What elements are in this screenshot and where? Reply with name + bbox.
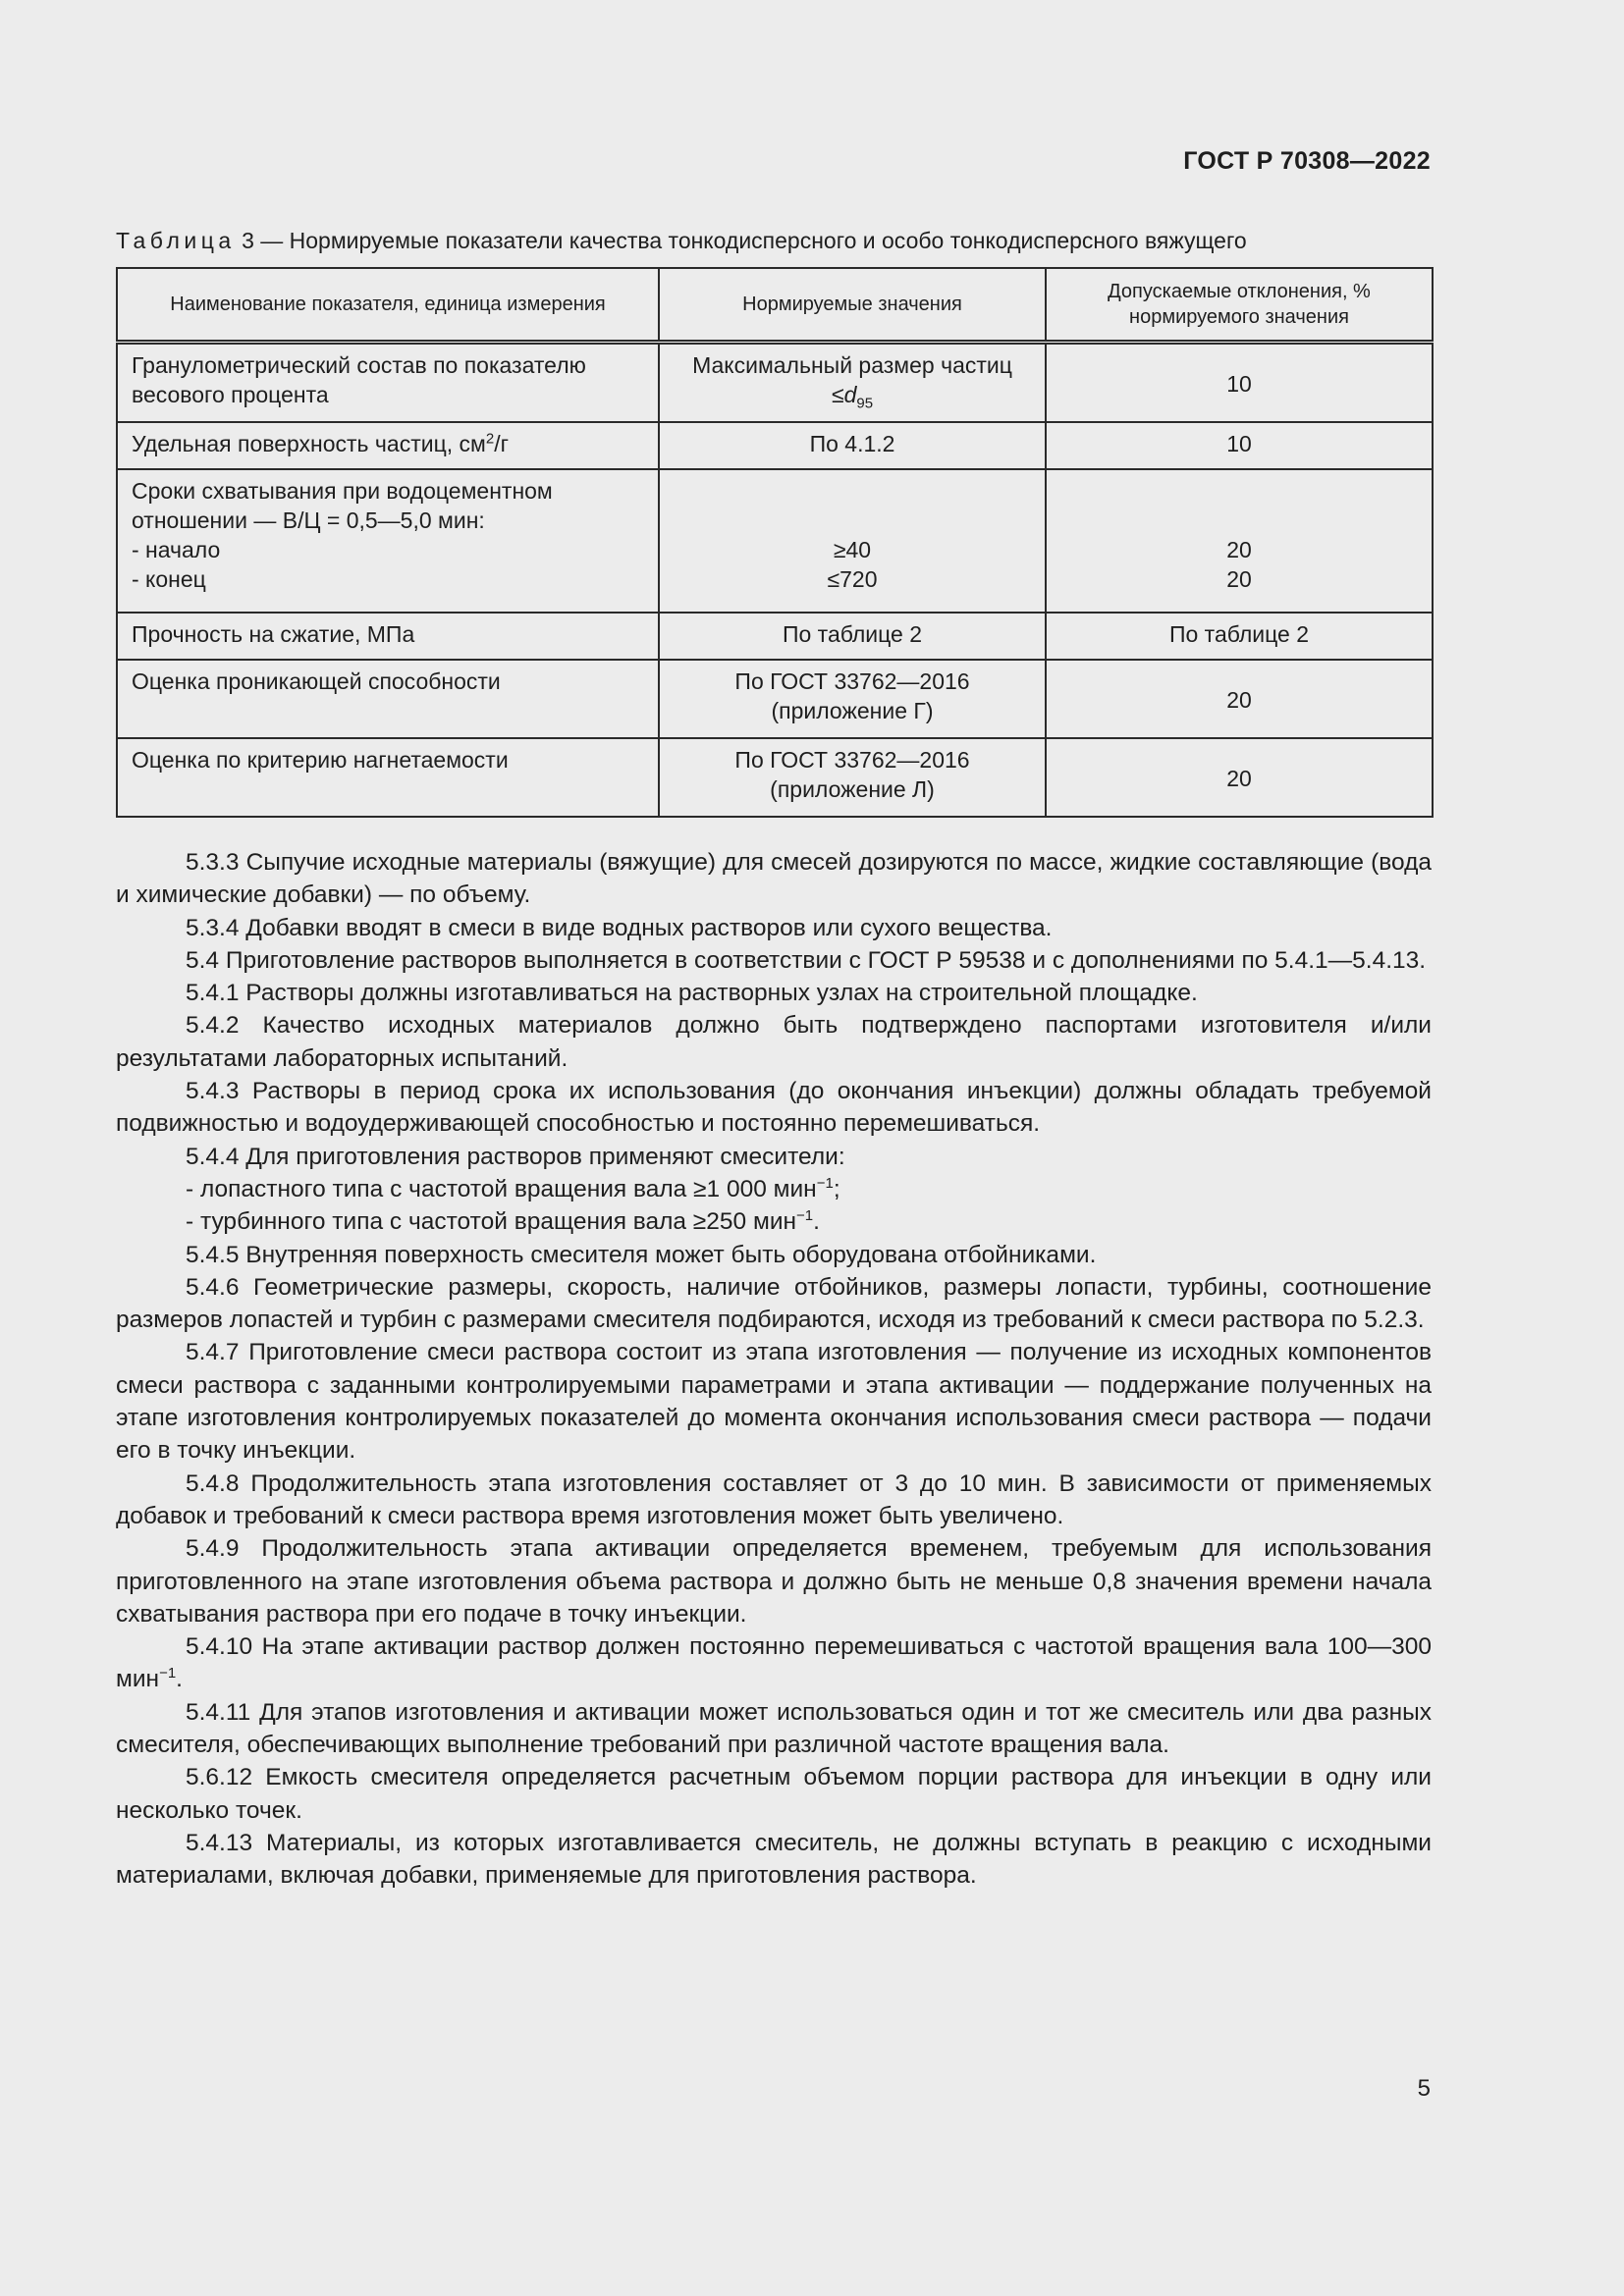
setting-end-deviation: 20 — [1226, 566, 1252, 592]
row-injectability-deviation: 20 — [1046, 738, 1433, 817]
table-caption-word: Таблица — [116, 228, 236, 253]
paragraph-5-6-12: 5.6.12 Емкость смесителя определяется расчетным объемом порции раствора для инъекции в одну или несколько точек. — [116, 1764, 1432, 1824]
row-surface-deviation: 10 — [1046, 422, 1433, 469]
value-line: По ГОСТ 33762—2016 — [734, 747, 970, 773]
paragraph-5-4-2: 5.4.2 Качество исходных материалов должно быть подтверждено паспортами изготовителя и/или результатами лабораторных испытаний. — [116, 1012, 1432, 1072]
table-caption — [116, 228, 1247, 254]
table-row — [117, 613, 1433, 660]
row-surface-name — [117, 422, 659, 469]
value-variable: d — [843, 382, 857, 407]
value-line: (приложение Г) — [771, 698, 934, 723]
row-penetration-deviation: 20 — [1046, 660, 1433, 738]
setting-end-value: ≤720 — [827, 566, 878, 592]
unit-superscript: −1 — [796, 1207, 814, 1225]
list-item-text: - турбинного типа с частотой вращения вала ≥250 мин — [186, 1208, 797, 1236]
unit-superscript: −1 — [816, 1174, 834, 1192]
setting-time-title: Сроки схватывания при водоцементном отношении — В/Ц = 0,5—5,0 мин: — [132, 478, 553, 533]
paragraph-5-4-13: 5.4.13 Материалы, из которых изготавливается смеситель, не должны вступать в реакцию с исходными материалами, включая добавки, применяемые для приготовления раствора. — [116, 1829, 1432, 1890]
body-text — [116, 846, 1432, 1893]
name-unit: /г — [494, 431, 509, 456]
page-number: 5 — [1417, 2075, 1431, 2102]
paragraph-5-4-9: 5.4.9 Продолжительность этапа активации определяется временем, требуемым для использования приготовленного на этапе изготовления объема раствора и должно быть не меньше 0,8 значения времени начала схватывания раствора при его подаче в точку инъекции. — [116, 1535, 1432, 1628]
list-item-end: ; — [833, 1175, 840, 1202]
table-header-row — [117, 268, 1433, 343]
value-line: (приложение Л) — [770, 776, 935, 802]
row-granulometric-value — [659, 343, 1046, 423]
paragraph-5-4-11: 5.4.11 Для этапов изготовления и активации может использоваться один и тот же смеситель или два разных смесителя, обеспечивающих выполнение требований при различной частоте вращения вала. — [116, 1698, 1432, 1759]
row-injectability-name: Оценка по критерию нагнетаемости — [117, 738, 659, 817]
table-row — [117, 469, 1433, 613]
value-line: Максимальный размер частиц — [692, 352, 1012, 378]
list-item-text: - лопастного типа с частотой вращения вала ≥1 000 мин — [186, 1175, 817, 1202]
paragraph-5-4-7: 5.4.7 Приготовление смеси раствора состоит из этапа изготовления — получение из исходных компонентов смеси раствора с заданными контролируемыми параметрами и этапа активации — поддержание полученных на этапе изготовления контролируемых показателей до момента окончания использования смеси раствора — подачи его в точку инъекции. — [116, 1339, 1432, 1465]
paragraph-5-4-1: 5.4.1 Растворы должны изготавливаться на растворных узлах на строительной площадке. — [186, 980, 1198, 1007]
table-row — [117, 422, 1433, 469]
row-granulometric-name: Гранулометрический состав по показателю весового процента — [117, 343, 659, 423]
list-item-end: . — [813, 1208, 820, 1236]
list-item-turbine-mixer — [116, 1205, 1432, 1238]
row-strength-deviation: По таблице 2 — [1046, 613, 1433, 660]
row-setting-time-name — [117, 469, 659, 613]
row-surface-value: По 4.1.2 — [659, 422, 1046, 469]
row-granulometric-deviation: 10 — [1046, 343, 1433, 423]
column-header-indicator: Наименование показателя, единица измерения — [117, 268, 659, 343]
row-penetration-value — [659, 660, 1046, 738]
setting-start-label: - начало — [132, 537, 221, 562]
paragraph-5-4-10 — [116, 1630, 1432, 1696]
list-item-paddle-mixer — [116, 1173, 1432, 1205]
paragraph-5-4-3: 5.4.3 Растворы в период срока их использования (до окончания инъекции) должны обладать требуемой подвижностью и водоудерживающей способностью и постоянно перемешиваться. — [116, 1078, 1432, 1138]
row-strength-value: По таблице 2 — [659, 613, 1046, 660]
paragraph-end: . — [176, 1666, 183, 1693]
unit-superscript: −1 — [159, 1665, 177, 1682]
table-row — [117, 660, 1433, 738]
column-header-norm-value: Нормируемые значения — [659, 268, 1046, 343]
setting-start-value: ≥40 — [833, 537, 872, 562]
name-text: Удельная поверхность частиц, см — [132, 431, 486, 456]
row-strength-name: Прочность на сжатие, МПа — [117, 613, 659, 660]
row-penetration-name: Оценка проникающей способности — [117, 660, 659, 738]
setting-start-deviation: 20 — [1226, 537, 1252, 562]
value-line: По ГОСТ 33762—2016 — [734, 668, 970, 694]
row-setting-time-value — [659, 469, 1046, 613]
paragraph-5-4-5: 5.4.5 Внутренняя поверхность смесителя может быть оборудована отбойниками. — [186, 1241, 1097, 1268]
paragraph-5-4-8: 5.4.8 Продолжительность этапа изготовления составляет от 3 до 10 мин. В зависимости от применяемых добавок и требований к смеси раствора время изготовления может быть увеличено. — [116, 1469, 1432, 1529]
paragraph-5-3-4: 5.3.4 Добавки вводят в смеси в виде водных растворов или сухого вещества. — [186, 914, 1053, 941]
name-superscript: 2 — [485, 430, 495, 448]
table-caption-text: 3 — Нормируемые показатели качества тонкодисперсного и особо тонкодисперсного вяжущего — [242, 228, 1247, 253]
row-setting-time-deviation — [1046, 469, 1433, 613]
quality-indicators-table — [116, 267, 1434, 818]
paragraph-5-4-4: 5.4.4 Для приготовления растворов применяют смесители: — [186, 1143, 845, 1170]
document-designation: ГОСТ Р 70308—2022 — [1183, 147, 1431, 175]
paragraph-5-4: 5.4 Приготовление растворов выполняется в соответствии с ГОСТ Р 59538 и с дополнениями по 5.4.1—5.4.13. — [186, 946, 1427, 974]
column-header-deviation: Допускаемые отклонения, % нормируемого значения — [1046, 268, 1433, 343]
paragraph-5-4-6: 5.4.6 Геометрические размеры, скорость, наличие отбойников, размеры лопасти, турбины, соотношение размеров лопастей и турбин с размерами смесителя подбираются, исходя из требований к смеси раствора по 5.2.3. — [116, 1273, 1432, 1334]
value-subscript: 95 — [856, 395, 874, 412]
setting-end-label: - конец — [132, 566, 206, 592]
paragraph-5-3-3: 5.3.3 Сыпучие исходные материалы (вяжущие) для смесей дозируются по массе, жидкие составляющие (вода и химические добавки) — по объему. — [116, 849, 1432, 909]
table-row — [117, 738, 1433, 817]
row-injectability-value — [659, 738, 1046, 817]
table-row — [117, 343, 1433, 423]
paragraph-text: 5.4.10 На этапе активации раствор должен постоянно перемешиваться с частотой вращения вала 100—300 мин — [116, 1633, 1432, 1693]
value-prefix: ≤ — [831, 382, 844, 407]
